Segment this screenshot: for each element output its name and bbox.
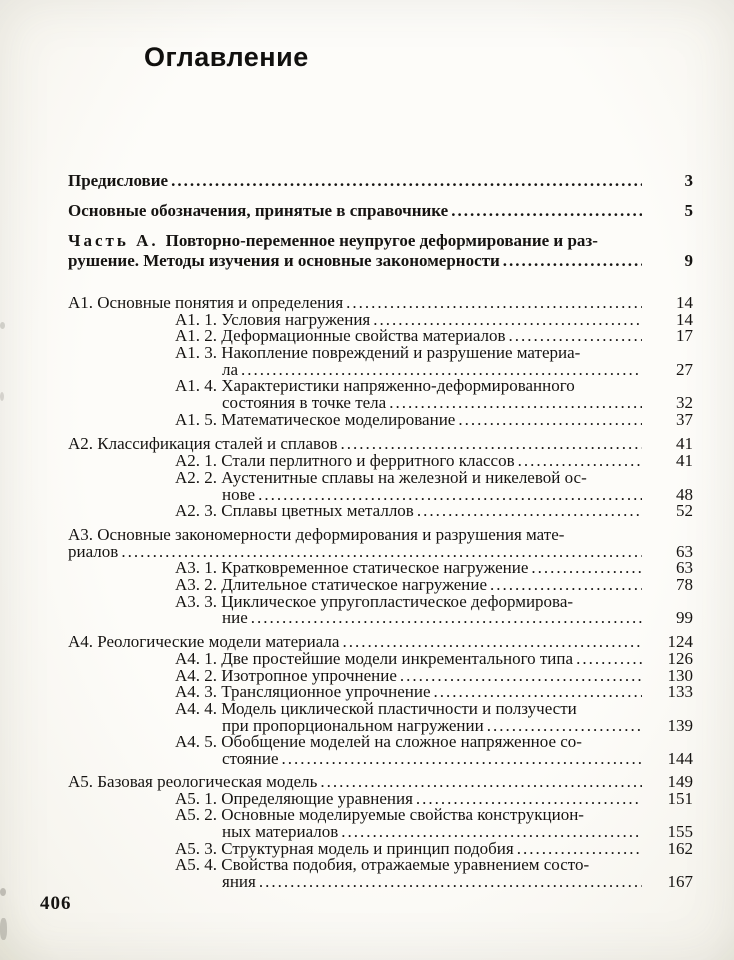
dot-leader — [458, 412, 642, 429]
toc-entry-text: А3. 2. Длительное статическое нагружение — [175, 575, 488, 595]
toc-entry-page: 5 — [684, 200, 693, 220]
toc-entry — [68, 342, 693, 362]
toc-entry-text: А4. 1. Две простейшие модели инкрементального типа — [175, 648, 574, 668]
toc-entry-page: 124 — [667, 632, 693, 652]
toc-entry-page: 133 — [667, 682, 693, 702]
toc-entry-text: А1. 1. Условия нагружения — [175, 309, 371, 329]
toc-entry-page: 14 — [676, 309, 693, 329]
toc-entry — [68, 253, 693, 270]
toc-entry-page: 17 — [676, 326, 693, 346]
dot-leader — [320, 774, 642, 791]
toc-entry-text: А5. 2. Основные моделируемые свойства конструкцион- — [175, 805, 584, 825]
dot-leader — [400, 668, 642, 685]
dot-leader — [503, 253, 642, 270]
dot-leader — [346, 295, 642, 312]
toc-entry-page: 52 — [676, 501, 693, 521]
scan-artifact — [0, 322, 5, 329]
dot-leader — [282, 751, 643, 768]
toc-entry-text: А4. 4. Модель циклической пластичности и ползучести — [175, 698, 577, 718]
toc-entry-text: А3. 1. Кратковременное статическое нагружение — [175, 558, 529, 578]
dot-leader — [259, 874, 642, 891]
toc-entry-text: А5. 3. Структурная модель и принцип подобия — [175, 838, 514, 858]
toc-entry-text: А5. 4. Свойства подобия, отражаемые уравнением состо- — [175, 855, 590, 875]
toc-entry — [68, 524, 693, 544]
toc-list — [68, 173, 693, 891]
toc-entry-text: А4. 2. Изотропное упрочнение — [175, 665, 397, 685]
toc-entry-page: 37 — [676, 409, 693, 429]
toc-entry-text: А2. 1. Стали перлитного и ферритного классов — [175, 451, 515, 471]
toc-entry-text: А4. 3. Трансляционное упрочнение — [175, 682, 431, 702]
toc-entry-page: 155 — [667, 821, 693, 841]
toc-entry — [68, 771, 693, 791]
toc-entry-text: риалов — [68, 541, 119, 561]
toc-entry — [68, 467, 693, 487]
toc-entry-text: яния — [222, 872, 256, 892]
toc-entry — [68, 409, 693, 429]
scan-artifact — [0, 918, 7, 940]
toc-entry — [68, 610, 693, 627]
toc-entry — [68, 200, 693, 220]
toc-entry-text: при пропорциональном нагружении — [222, 715, 484, 735]
toc-entry — [68, 857, 693, 874]
toc-entry-text: Основные обозначения, принятые в справочнике — [68, 200, 449, 220]
toc-entry-page: 41 — [676, 434, 693, 454]
page-number-folio: 406 — [40, 893, 72, 914]
toc-entry-text: А1. 3. Накопление повреждений и разрушение материа- — [175, 342, 581, 362]
toc-entry-page: 144 — [667, 749, 693, 769]
toc-entry-page: 99 — [676, 608, 693, 628]
toc-entry — [68, 751, 693, 768]
toc-entry-page: 63 — [676, 558, 693, 578]
toc-entry-text: А1. 5. Математическое моделирование — [175, 409, 456, 429]
toc-entry-text: А1. 2. Деформационные свойства материалов — [175, 326, 506, 346]
toc-entry-page: 41 — [676, 451, 693, 471]
toc-entry-page: 151 — [667, 788, 693, 808]
toc-entry-text: А3. Основные закономерности деформирования и разрушения мате- — [68, 524, 565, 544]
toc-entry-text: А2. 3. Сплавы цветных металлов — [175, 501, 414, 521]
toc-entry-text: А5. Базовая реологическая модель — [68, 771, 318, 791]
toc-entry — [68, 233, 693, 250]
dot-leader — [531, 560, 642, 577]
toc-entry-text: А2. 2. Аустенитные сплавы на железной и никелевой ос- — [175, 467, 587, 487]
toc-entry — [68, 874, 693, 891]
toc-entry-text: нове — [222, 484, 256, 504]
toc-entry-page: 162 — [667, 838, 693, 858]
toc-entry-text: А4. Реологические модели материала — [68, 632, 340, 652]
dot-leader — [451, 203, 642, 220]
toc-entry-page: 63 — [676, 541, 693, 561]
toc-entry — [68, 591, 693, 611]
toc-entry-page: 139 — [667, 715, 693, 735]
dot-leader — [417, 503, 642, 520]
dot-leader — [251, 610, 642, 627]
dot-leader — [576, 651, 642, 668]
toc-entry-text: состояния в точке тела — [222, 393, 387, 413]
toc-entry-page: 149 — [667, 771, 693, 791]
toc-entry — [68, 173, 693, 190]
toc-entry-text: Предисловие — [68, 171, 169, 190]
toc-entry-page: 27 — [676, 359, 693, 379]
toc-entry-page: 32 — [676, 393, 693, 413]
toc-entry-text: А5. 1. Определяющие уравнения — [175, 788, 413, 808]
toc-entry — [68, 292, 693, 312]
toc-entry-text: ла — [222, 359, 239, 379]
page-title: Оглавление — [144, 42, 309, 72]
toc-entry — [68, 734, 693, 751]
toc-entry-page: 48 — [676, 484, 693, 504]
toc-entry-text: Повторно-переменное неупругое деформирование и раз- — [165, 231, 598, 251]
toc-entry-text: А2. Классификация сталей и сплавов — [68, 434, 338, 454]
toc-entry-text: ние — [222, 608, 248, 628]
toc-entry-text: А4. 5. Обобщение моделей на сложное напряженное со- — [175, 732, 582, 752]
toc-entry-text: А1. 4. Характеристики напряженно-деформированного — [175, 376, 575, 396]
dot-leader — [171, 173, 642, 190]
toc-entry-text: рушение. Методы изучения и основные закономерности — [68, 251, 500, 271]
toc-entry-text: А3. 3. Циклическое упругопластическое деформирова- — [175, 591, 574, 611]
scan-artifact — [0, 392, 4, 401]
toc-entry-page: 167 — [667, 872, 693, 892]
toc-entry — [68, 807, 693, 824]
toc-entry-page: 130 — [667, 665, 693, 685]
toc-entry-page: 9 — [684, 251, 693, 271]
toc-entry-text: А1. Основные понятия и определения — [68, 292, 344, 312]
toc-part-label: Часть А. — [68, 231, 159, 251]
toc-entry-page: 78 — [676, 575, 693, 595]
toc-entry-text: стояние — [222, 749, 279, 769]
toc-entry-page: 3 — [684, 171, 693, 190]
toc-entry — [68, 503, 693, 520]
toc-entry-text: ных материалов — [222, 821, 339, 841]
toc-entry-page: 126 — [667, 648, 693, 668]
scan-artifact — [0, 888, 6, 896]
toc-entry-page: 14 — [676, 292, 693, 312]
